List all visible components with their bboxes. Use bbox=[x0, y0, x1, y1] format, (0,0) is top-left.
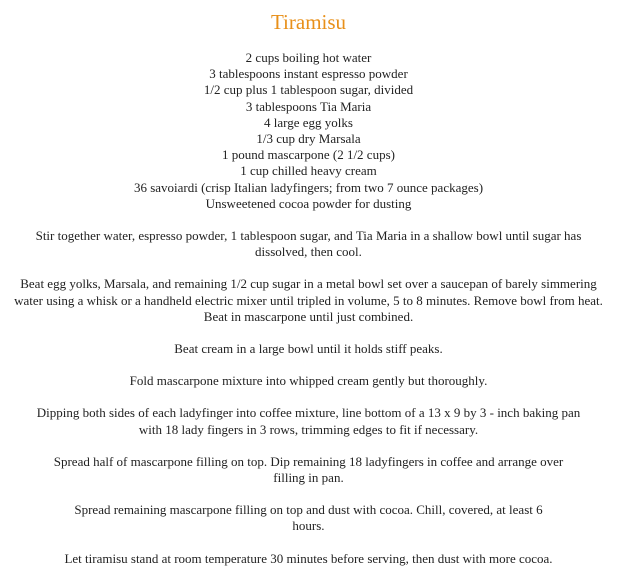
ingredient-item: 36 savoiardi (crisp Italian ladyfingers; from two 7 ounce packages) bbox=[133, 179, 484, 195]
ingredient-item: 2 cups boiling hot water bbox=[245, 50, 372, 65]
instruction-step: Beat egg yolks, Marsala, and remaining 1/2 cup sugar in a metal bowl set over a saucepan of barely simmering water using a whisk or a handheld electric mixer until tripled in volume, 5 to 8 minutes. Remove bowl from heat. Beat in mascarpone until just combined. bbox=[14, 276, 603, 324]
ingredient-item: 1/3 cup dry Marsala bbox=[256, 131, 361, 147]
recipe-title: Tiramisu bbox=[270, 10, 347, 34]
ingredient-item: 4 large egg yolks bbox=[264, 114, 353, 130]
instruction-step: Dipping both sides of each ladyfinger into coffee mixture, line bottom of a 13 x 9 by 3 - inch baking pan with 18 lady fingers in 3 rows, trimming edges to fit if necessary. bbox=[36, 405, 581, 437]
ingredient-item: 1/2 cup plus 1 tablespoon sugar, divided bbox=[203, 82, 414, 98]
instruction-step: Beat cream in a large bowl until it holds stiff peaks. bbox=[174, 341, 443, 357]
instruction-step: Stir together water, espresso powder, 1 tablespoon sugar, and Tia Maria in a shallow bowl until sugar has dissolved, then cool. bbox=[35, 228, 582, 260]
instruction-step: Let tiramisu stand at room temperature 30 minutes before serving, then dust with more cocoa. bbox=[64, 550, 553, 566]
instruction-step: Spread half of mascarpone filling on top. Dip remaining 18 ladyfingers in coffee and arrange over filling in pan. bbox=[53, 453, 564, 486]
ingredient-item: 3 tablespoons Tia Maria bbox=[245, 98, 372, 114]
ingredient-item: 1 cup chilled heavy cream bbox=[240, 163, 377, 179]
ingredient-list bbox=[0, 50, 617, 212]
ingredient-item: 3 tablespoons instant espresso powder bbox=[209, 66, 408, 82]
instruction-step: Fold mascarpone mixture into whipped cream gently but thoroughly. bbox=[129, 373, 488, 389]
ingredient-item: 1 pound mascarpone (2 1/2 cups) bbox=[222, 147, 395, 163]
instruction-step: Spread remaining mascarpone filling on top and dust with cocoa. Chill, covered, at least 6 hours. bbox=[74, 502, 543, 534]
ingredient-item: Unsweetened cocoa powder for dusting bbox=[205, 195, 412, 211]
instruction-list bbox=[0, 228, 617, 567]
